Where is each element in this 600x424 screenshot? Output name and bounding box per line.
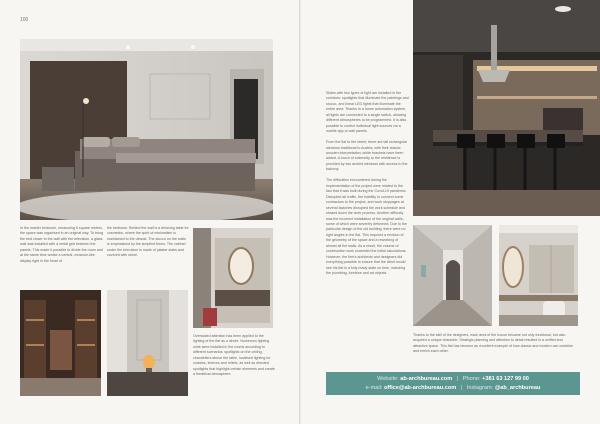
difficulties-paragraph: The difficulties encountered during the implementation of the project were related to the fact that it was built during the Covid-19 pandemic. Disrupted air traffic, the inability to connect some contractors to the project, and work stoppages at several factories disrupted the work schedule and slowed down the work process. Another difficulty was the incorrect installation of the original walls, some of which were severely deformed. Due to the particular design of the old building, there were no right angles in the flat. This required a revision of the geometry of the space and a reworking of almost all the walls. As a result, the volume of construction work exceeded the initial calculations. However, the firm's architects and designers did everything possible to ensure that the client would see his flat in a fully ready state on time, including the plumbing, furniture and art objects. bbox=[326, 178, 407, 276]
email-label: e-mail: bbox=[365, 385, 383, 391]
bedroom-text-column-2: the bedroom. Behind the wall is a dressing table for cosmetics, where the spirit of minimalism is maintained to the utmost. The stucco on the walls is emphasised by the simplest forms. The cabinet under the television is made of plaster slabs and covered with stone. bbox=[107, 226, 189, 258]
closet-photo bbox=[20, 290, 101, 396]
footer-separator: | bbox=[456, 376, 459, 382]
mirror-wall-photo bbox=[193, 228, 273, 328]
footer-row-1 bbox=[326, 375, 580, 384]
website-link[interactable]: ab-archbureau.com bbox=[400, 376, 453, 382]
lighting-text: Overstated attention has been applied to the lighting of the flat as a whole. Numerous lighting units were installed in the rooms according to different scenarios: spotlights on the ceiling, chandeliers above the table, localised lighting for curtains, shelves and reliefs, as well as directed spotlights that highlight certain elements and create a theatrical atmosphere. bbox=[193, 334, 275, 377]
bedroom-photo bbox=[20, 39, 273, 220]
windows-paragraph: From the flat to the street, there are tall rectangular windows traditional to Austria, with their classic wooden interpretation, white brackets have been added. A touch of solemnity to the residence is provided by two arched windows with access to the balcony. bbox=[326, 140, 408, 172]
lamp-photo bbox=[107, 290, 188, 396]
website-label: Website: bbox=[377, 376, 399, 382]
bedroom-text-column-1: In the master bedroom, measuring 6 square meters, the space was organised in an original way. To bring the bed closer to the wall with the television, a glass wall was installed with a metal grid between the panels. This made it possible to divide the room and at the same time create a central, museum-like display right in the heart of bbox=[20, 226, 103, 263]
phone-label: Phone: bbox=[462, 376, 481, 382]
page-number: 100 bbox=[20, 17, 29, 23]
instagram-link[interactable]: @ab_archbureau bbox=[494, 385, 541, 391]
article-text-column bbox=[326, 91, 409, 282]
corridor-photo bbox=[413, 225, 492, 326]
phone-number[interactable]: +381 63 127 99 00 bbox=[482, 376, 529, 382]
right-page bbox=[301, 0, 600, 424]
footer-separator: | bbox=[460, 385, 463, 391]
footer-row-2 bbox=[326, 384, 580, 393]
left-page bbox=[0, 0, 299, 424]
email-link[interactable]: office@ab-archbureau.com bbox=[383, 385, 457, 391]
instagram-label: Instagram: bbox=[466, 385, 494, 391]
dressing-room-photo bbox=[499, 225, 578, 326]
contact-footer bbox=[326, 372, 580, 395]
corridor-lighting-paragraph: Slides with two types of light are installed in the corridors: spotlights that illuminate the paintings and stucco, and linear LED lights that illuminate the entire area. Thanks to a home automation system, all lights are connected to a single switch, allowing different atmospheres to be programmed. It is also possible to control individual light sources via a mobile app or wall panels. bbox=[326, 91, 409, 134]
closing-caption: Thanks to the skill of the designers, each area of the house became not only functional, but also acquired a unique character. Strategic planning and attention to detail resulted in a unified and attractive space. This flat has become an excellent example of how classic and modern can combine and enrich each other. bbox=[413, 333, 573, 354]
kitchen-photo bbox=[413, 0, 600, 216]
